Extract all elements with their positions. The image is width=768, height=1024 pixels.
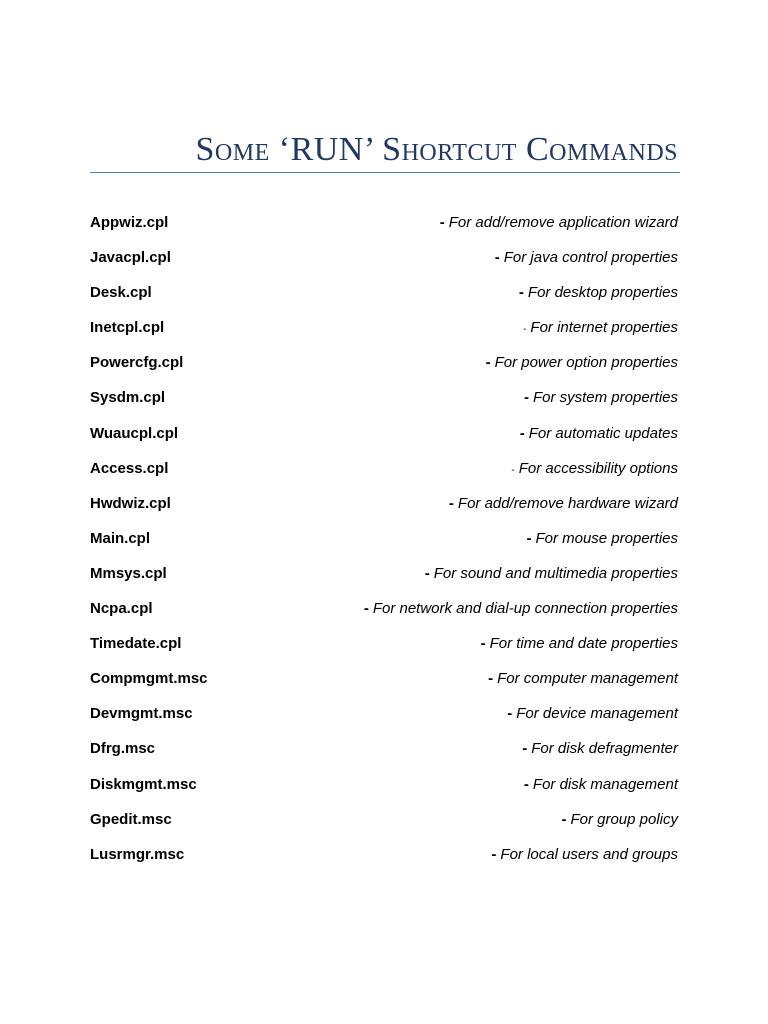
description-text: For power option properties [494,354,678,372]
command-description [440,214,678,231]
list-item [90,670,678,705]
command-description [519,284,678,301]
dash-separator: - [507,705,513,723]
list-item [90,460,678,495]
dash-separator: - [523,324,527,336]
dash-separator: - [491,845,497,863]
command-name: Hwdwiz.cpl [90,494,171,512]
command-description [561,811,678,828]
list-item [90,354,678,389]
command-description [507,705,678,722]
description-text: For mouse properties [535,529,678,547]
page-title: Some ‘RUN’ Shortcut Commands [195,131,678,168]
dash-separator: - [526,529,532,547]
command-name: Lusrmgr.msc [90,845,185,863]
list-item [90,319,678,354]
list-item [90,284,678,319]
description-text: For device management [516,705,678,723]
description-text: For system properties [532,389,678,407]
command-description [495,249,678,266]
command-description [520,425,678,442]
description-text: For add/remove hardware wizard [457,494,678,512]
command-name: Gpedit.msc [90,810,172,828]
dash-separator: - [448,494,454,512]
dash-separator: - [494,249,500,267]
list-item [90,776,678,811]
dash-separator: - [561,810,567,828]
dash-separator: - [511,464,515,476]
command-name: Main.cpl [90,529,151,547]
list-item [90,389,678,424]
description-text: For computer management [497,670,678,688]
command-description [364,600,678,617]
list-item [90,495,678,530]
list-item [90,600,678,635]
command-description [523,319,678,336]
command-description [488,670,678,687]
command-name: Diskmgmt.msc [90,775,197,793]
list-item [90,846,678,881]
command-name: Compmgmt.msc [90,670,208,688]
command-name: Inetcpl.cpl [90,319,165,337]
description-text: For local users and groups [500,845,678,863]
command-name: Timedate.cpl [90,635,182,653]
list-item [90,530,678,565]
command-description [491,846,678,863]
description-text: For desktop properties [527,284,678,302]
description-text: For accessibility options [518,459,678,477]
command-name: Access.cpl [90,459,169,477]
list-item [90,811,678,846]
command-name: Javacpl.cpl [90,249,171,267]
command-name: Ncpa.cpl [90,600,153,618]
command-name: Mmsys.cpl [90,564,167,582]
command-description [524,776,678,793]
list-item [90,425,678,460]
dash-separator: - [523,775,529,793]
dash-separator: - [523,389,529,407]
command-description [524,389,678,406]
command-name: Sysdm.cpl [90,389,166,407]
description-text: For add/remove application wizard [448,214,678,231]
dash-separator: - [518,284,524,302]
list-item [90,214,678,249]
dash-separator: - [488,670,494,688]
command-list [90,214,678,881]
command-description [522,740,678,757]
dash-separator: - [439,214,445,231]
command-description [486,354,678,371]
dash-separator: - [485,354,491,372]
list-item [90,635,678,670]
list-item [90,705,678,740]
command-name: Devmgmt.msc [90,705,193,723]
dash-separator: - [363,600,369,618]
description-text: For network and dial-up connection properties [372,600,678,618]
list-item [90,249,678,284]
command-description [425,565,678,582]
command-name: Powercfg.cpl [90,354,184,372]
description-text: For java control properties [503,249,678,267]
dash-separator: - [519,424,525,442]
dash-separator: - [522,740,528,758]
dash-separator: - [480,635,486,653]
command-name: Dfrg.msc [90,740,156,758]
command-description [511,460,678,477]
list-item [90,740,678,775]
description-text: For time and date properties [489,635,678,653]
command-name: Desk.cpl [90,284,152,302]
description-text: For sound and multimedia properties [433,564,678,582]
command-description [449,495,678,512]
dash-separator: - [424,564,430,582]
command-description [526,530,678,547]
description-text: For group policy [570,810,678,828]
list-item [90,565,678,600]
title-divider [90,172,680,173]
command-name: Appwiz.cpl [90,214,169,231]
command-description [481,635,678,652]
description-text: For disk defragmenter [531,740,678,758]
description-text: For automatic updates [528,424,678,442]
description-text: For internet properties [530,319,678,337]
command-name: Wuaucpl.cpl [90,424,179,442]
description-text: For disk management [532,775,678,793]
